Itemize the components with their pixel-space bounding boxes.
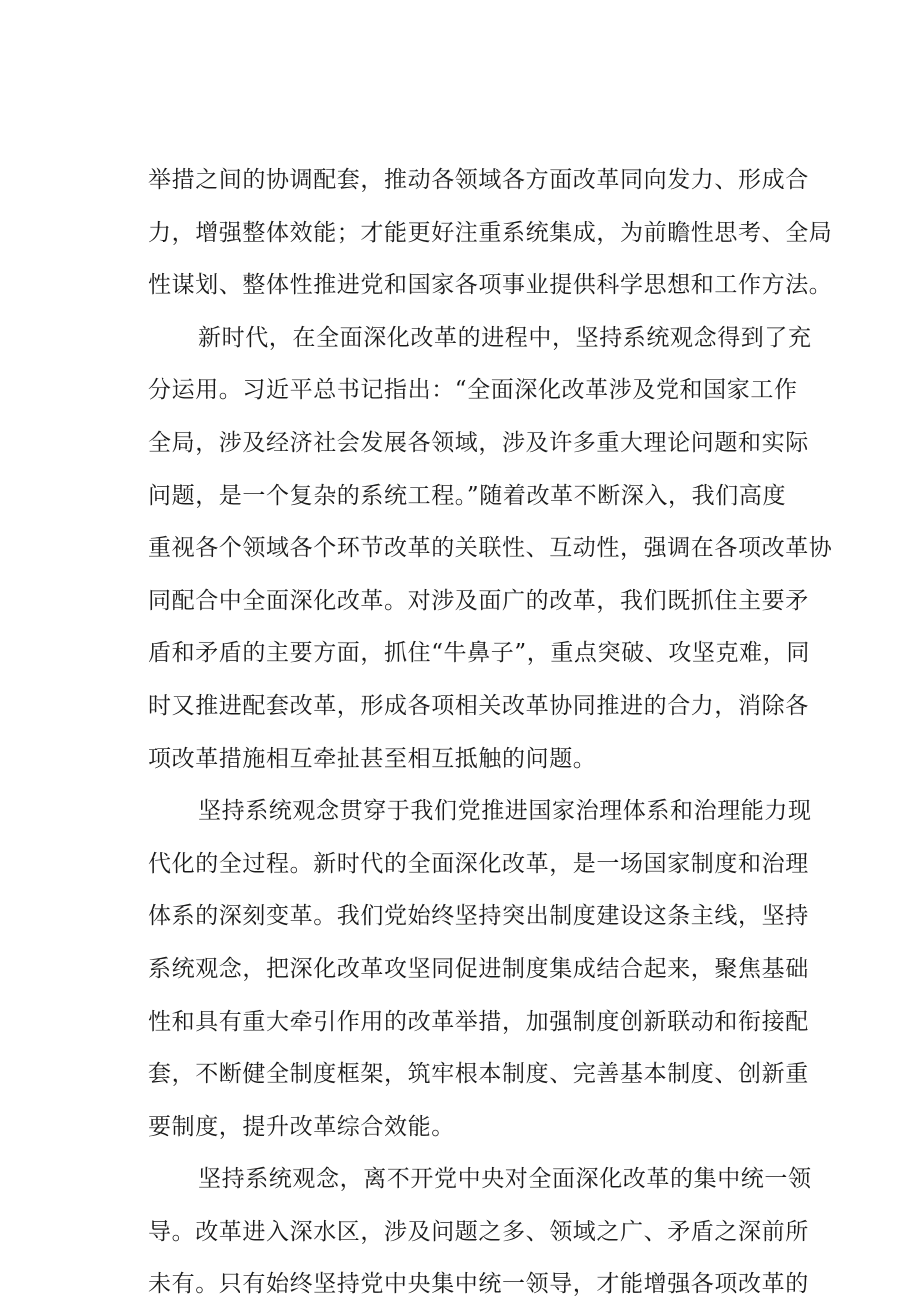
text-line: 时又推进配套改革，形成各项相关改革协同推进的合力，消除各 xyxy=(148,692,809,719)
paragraph-first-line: 新时代，在全面深化改革的进程中，坚持系统观念得到了充 xyxy=(198,324,812,351)
text-line: 力，增强整体效能；才能更好注重系统集成，为前瞻性思考、全局 xyxy=(148,219,833,246)
text-line: 重视各个领域各个环节改革的关联性、互动性，强调在各项改革协 xyxy=(148,535,833,562)
text-line: 导。改革进入深水区，涉及问题之多、领域之广、矛盾之深前所 xyxy=(148,1218,809,1245)
text-line: 系统观念，把深化改革攻坚同促进制度集成结合起来，聚焦基础 xyxy=(148,955,809,982)
text-line: 未有。只有始终坚持党中央集中统一领导，才能增强各项改革的 xyxy=(148,1271,809,1298)
body-text xyxy=(148,154,833,1311)
text-line: 要制度，提升改革综合效能。 xyxy=(148,1113,455,1140)
paragraph-first-line: 坚持系统观念，离不开党中央对全面深化改革的集中统一领 xyxy=(198,1166,812,1193)
text-line: 性和具有重大牵引作用的改革举措，加强制度创新联动和衔接配 xyxy=(148,1008,809,1035)
text-line: 全局，涉及经济社会发展各领域，涉及许多重大理论问题和实际 xyxy=(148,429,809,456)
text-line: 同配合中全面深化改革。对涉及面广的改革，我们既抓住主要矛 xyxy=(148,587,809,614)
paragraph-first-line: 坚持系统观念贯穿于我们党推进国家治理体系和治理能力现 xyxy=(198,798,812,825)
text-line: 分运用。习近平总书记指出：“全面深化改革涉及党和国家工作 xyxy=(148,377,798,404)
text-line: 盾和矛盾的主要方面，抓住“牛鼻子”，重点突破、攻坚克难，同 xyxy=(148,640,810,667)
text-line: 代化的全过程。新时代的全面深化改革，是一场国家制度和治理 xyxy=(148,850,809,877)
text-line: 性谋划、整体性推进党和国家各项事业提供科学思想和工作方法。 xyxy=(148,272,833,299)
text-line: 问题，是一个复杂的系统工程。”随着改革不断深入，我们高度 xyxy=(148,482,787,509)
text-line: 体系的深刻变革。我们党始终坚持突出制度建设这条主线，坚持 xyxy=(148,903,809,930)
text-line: 项改革措施相互牵扯甚至相互抵触的问题。 xyxy=(148,745,597,772)
text-line: 套，不断健全制度框架，筑牢根本制度、完善基本制度、创新重 xyxy=(148,1061,809,1088)
text-line: 举措之间的协调配套，推动各领域各方面改革同向发力、形成合 xyxy=(148,167,809,193)
